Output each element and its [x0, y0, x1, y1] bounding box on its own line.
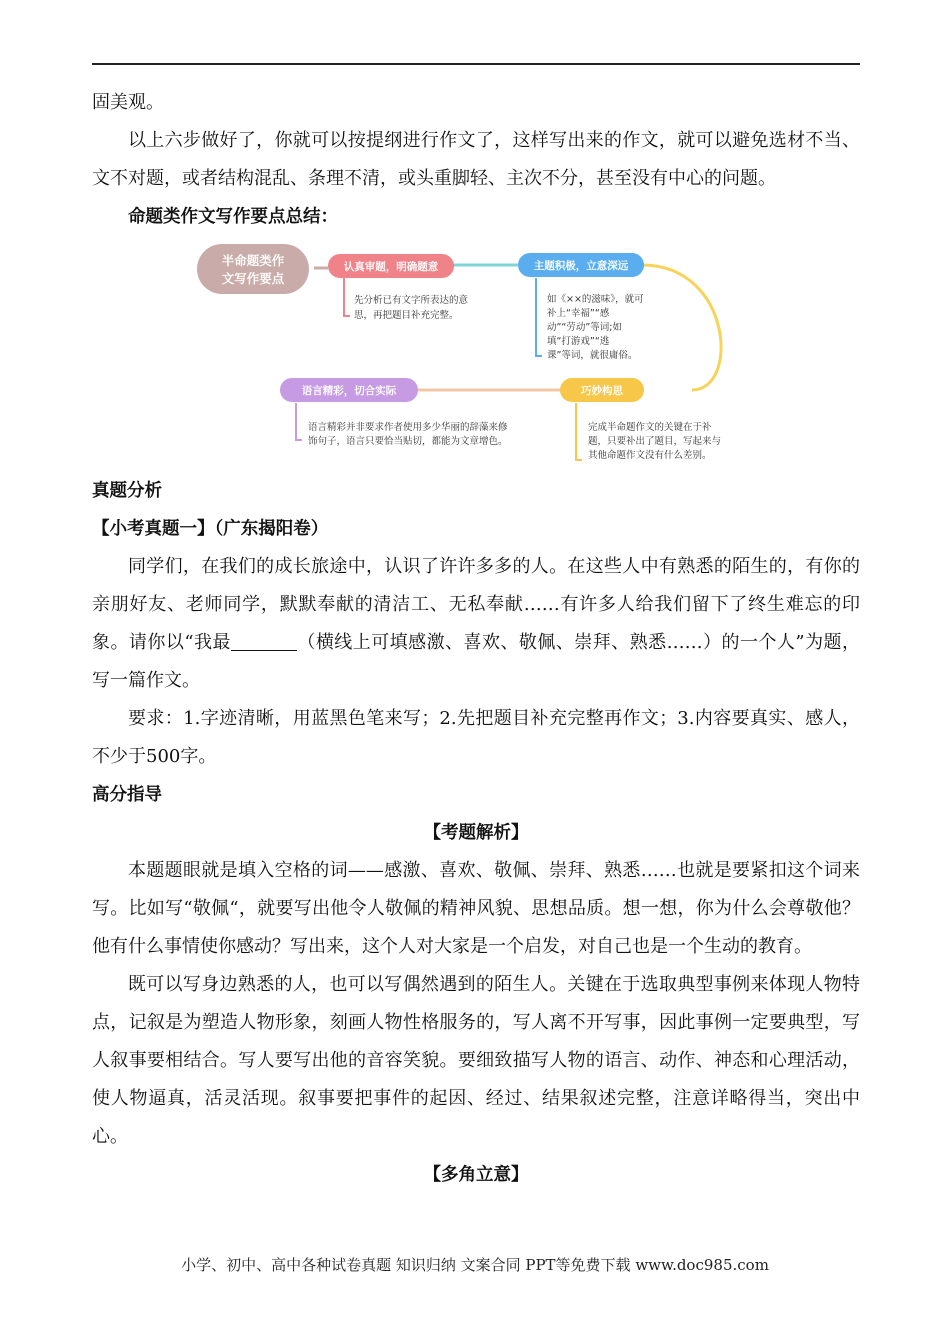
requirements-paragraph: 要求：1.字迹清晰，用蓝黑色笔来写；2.先把题目补充完整再作文；3.内容要真实、感人，不少于500字。 [92, 708, 860, 767]
section-heading-zhenti: 真题分析 [92, 481, 162, 501]
analysis-title: 【考题解析】 [423, 823, 529, 843]
summary-paragraph: 以上六步做好了，你就可以按提纲进行作文了，这样写出来的作文，就可以避免选材不当、文不对题，或者结构混乱、条理不清，或头重脚轻、主次不分，甚至没有中心的问题。 [92, 130, 860, 189]
fill-blank-line [231, 632, 297, 651]
question-title: 【小考真题一】（广东揭阳卷） [92, 519, 329, 539]
header-rule [92, 63, 860, 65]
multi-angle-title: 【多角立意】 [423, 1165, 529, 1185]
node-desc-line: 填“打游戏”“逃 [547, 336, 610, 347]
node-desc-line: 动”“劳动”等词;如 [547, 322, 622, 333]
node-desc-line: 其他命题作文没有什么差别。 [588, 450, 712, 461]
node-desc-line: 补上“幸福”“感 [547, 308, 610, 319]
node-desc-line: 课”等词，就很庸俗。 [547, 350, 638, 361]
bracket-line [344, 278, 350, 316]
mind-map-diagram [92, 240, 860, 472]
center-node-line2: 文写作要点 [221, 271, 285, 286]
node-desc-line: 饰句子，语言只要恰当贴切，都能为文章增色。 [308, 436, 508, 447]
node-title-yuyan: 语言精彩，切合实际 [301, 385, 397, 397]
continuation-text: 固美观。 [92, 92, 164, 113]
node-title-shenti: 认真审题，明确题意 [343, 261, 439, 273]
node-title-zhuti: 主题积极，立意深远 [533, 260, 629, 272]
bracket-line [576, 403, 582, 460]
section-heading-mingti: 命题类作文写作要点总结： [128, 207, 338, 227]
connector-curve [642, 265, 721, 390]
node-desc-line: 语言精彩并非要求作者使用多少华丽的辞藻来修 [308, 422, 508, 433]
question-paragraph [92, 548, 860, 700]
node-desc-line: 思，再把题目补充完整。 [354, 310, 459, 321]
section-heading-gaofen: 高分指导 [92, 785, 162, 805]
footer-text: 小学、初中、高中各种试卷真题 知识归纳 文案合同 PPT等免费下载 www.doc985.com [181, 1256, 769, 1274]
node-desc-line: 题，只要补出了题目，写起来与 [588, 436, 722, 447]
node-desc-line: 先分析已有文字所表达的意 [354, 295, 469, 306]
bracket-line [536, 278, 542, 356]
center-node-line1: 半命题类作 [221, 253, 285, 268]
analysis-paragraph-1: 本题题眼就是填入空格的词——感激、喜欢、敬佩、崇拜、熟悉……也就是要紧扣这个词来写。比如写“敬佩“，就要写出他令人敬佩的精神风貌、思想品质。想一想，你为什么会尊敬他？他有什么事情使你感动？写出来，这个人对大家是一个启发，对自己也是一个生动的教育。 [92, 860, 860, 957]
center-node-shape [197, 244, 309, 294]
node-desc-line: 完成半命题作文的关键在于补 [588, 422, 712, 433]
node-title-goushi: 巧妙构思 [581, 385, 623, 397]
analysis-paragraph-2: 既可以写身边熟悉的人，也可以写偶然遇到的陌生人。关键在于选取典型事例来体现人物特点，记叙是为塑造人物形象，刻画人物性格服务的，写人离不开写事，因此事例一定要典型，写人叙事要相结合。写人要写出他的音容笑貌。要细致描写人物的语言、动作、神态和心理活动，使人物逼真，活灵活现。叙事要把事件的起因、经过、结果叙述完整，注意详略得当，突出中心。 [92, 974, 860, 1147]
node-desc-line: 如《××的滋味》，就可 [547, 294, 644, 305]
document-body [92, 84, 860, 1194]
question-text: 同学们，在我们的成长旅途中，认识了许许多多的人。在这些人中有熟悉的陌生的，有你的亲朋好友、老师同学，默默奉献的清洁工、无私奉献……有许多人给我们留下了终生难忘的印象。请你以“我最 [92, 556, 860, 653]
bracket-line [296, 403, 302, 440]
question-text-tail: （横线上可填感激、喜欢、敬佩、崇拜、熟悉……）的一个人”为题，写一篇作文。 [92, 632, 860, 691]
